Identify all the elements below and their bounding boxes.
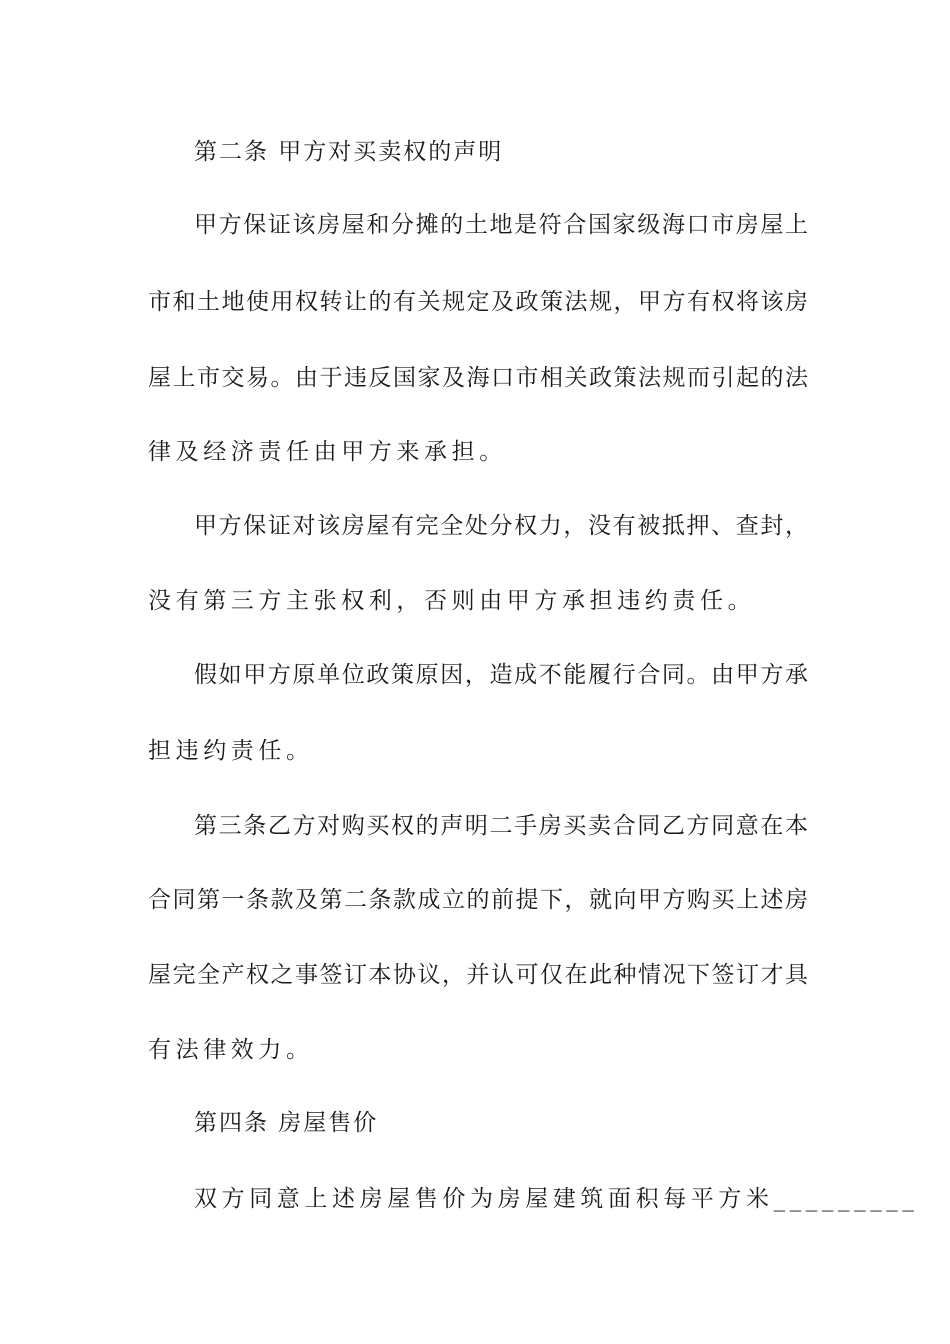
paragraph-line: 合同第一条款及第二条款成立的前提下，就向甲方购买上述房	[148, 887, 808, 913]
paragraph-line: 假如甲方原单位政策原因，造成不能履行合同。由甲方承	[194, 662, 808, 688]
paragraph-line: 屋完全产权之事签订本协议，并认可仅在此种情况下签订才具	[148, 962, 808, 988]
paragraph-line: 没有第三方主张权利，否则由甲方承担违约责任。	[148, 588, 756, 614]
price-paragraph-line: 双方同意上述房屋售价为房屋建筑面积每平方米_________	[194, 1186, 919, 1212]
paragraph-line: 甲方保证该房屋和分摊的土地是符合国家级海口市房屋上	[194, 212, 808, 238]
article-2-heading: 第二条 甲方对买卖权的声明	[194, 139, 504, 165]
paragraph-line: 律及经济责任由甲方来承担。	[148, 439, 507, 465]
paragraph-line: 有法律效力。	[148, 1037, 314, 1063]
article-4-heading: 第四条 房屋售价	[194, 1110, 379, 1136]
paragraph-line: 甲方保证对该房屋有完全处分权力，没有被抵押、查封，	[194, 513, 808, 539]
article-3-paragraph-line: 第三条乙方对购买权的声明二手房买卖合同乙方同意在本	[194, 813, 808, 839]
paragraph-line: 屋上市交易。由于违反国家及海口市相关政策法规而引起的法	[148, 365, 808, 391]
paragraph-line: 担违约责任。	[148, 738, 314, 764]
paragraph-line: 市和土地使用权转让的有关规定及政策法规，甲方有权将该房	[148, 289, 808, 315]
